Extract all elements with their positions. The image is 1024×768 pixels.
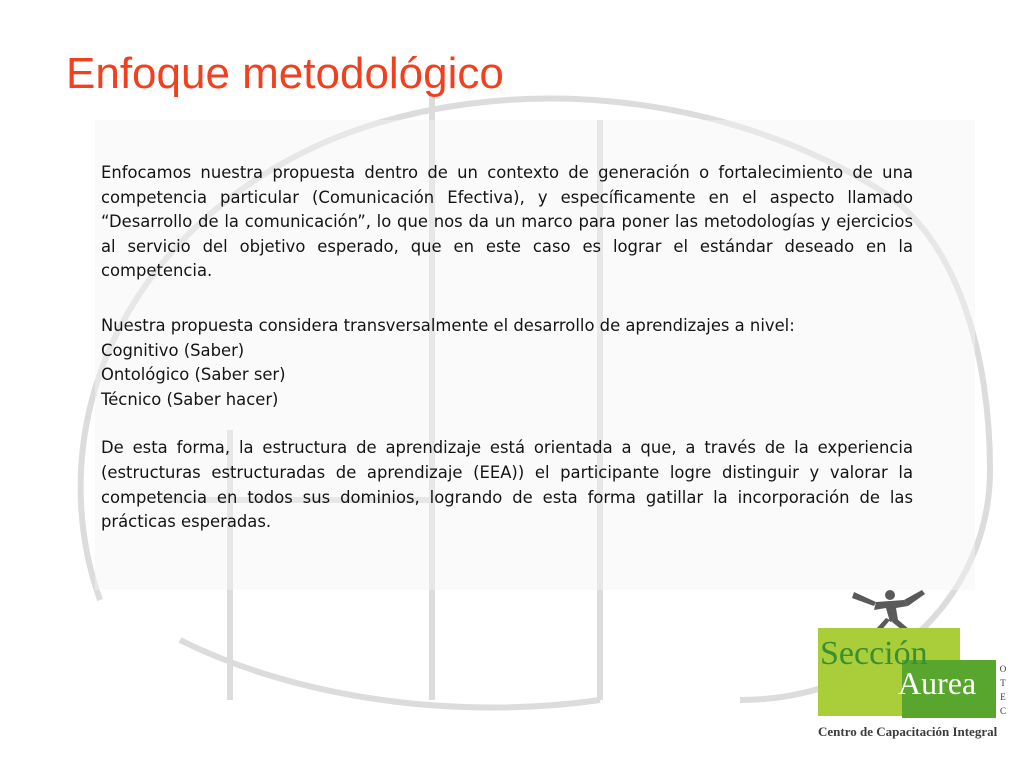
logo-otec-letter: E xyxy=(1000,692,1006,702)
level-item-cognitivo: Cognitivo (Saber) xyxy=(101,340,245,360)
level-item-ontologico: Ontológico (Saber ser) xyxy=(101,365,286,385)
logo-otec-letter: O xyxy=(999,664,1007,674)
logo-word-aurea: Aurea xyxy=(898,665,977,701)
logo-otec-letter: T xyxy=(1000,678,1006,688)
slide-title: Enfoque metodológico xyxy=(66,49,504,98)
slide-body xyxy=(101,161,913,535)
body-paragraph-2: De esta forma, la estructura de aprendizaje está orientada a que, a través de la experiencia (estructuras estructuradas de aprendizaje (EEA)) el participante logre distinguir y valorar la competencia en todos sus dominios, logrando de esta forma gatillar la incorporación de las prácticas esperadas. xyxy=(101,438,913,532)
logo-otec xyxy=(998,662,1008,718)
logo-word-seccion: Sección xyxy=(820,635,928,672)
intro-line: Nuestra propuesta considera transversalmente el desarrollo de aprendizajes a nivel: xyxy=(101,315,795,335)
seccion-aurea-logo xyxy=(812,586,1016,746)
level-item-tecnico: Técnico (Saber hacer) xyxy=(101,389,279,409)
body-paragraph-1: Enfocamos nuestra propuesta dentro de un contexto de generación o fortalecimiento de una competencia particular (Comunicación Efectiva), y específicamente en el aspecto llamado “Desarrollo de la comunicación”, lo que nos da un marco para poner las metodologías y ejercicios al servicio del objetivo esperado, que en este caso es lograr el estándar deseado en la competencia. xyxy=(101,163,913,281)
logo-tagline: Centro de Capacitación Integral xyxy=(818,724,998,739)
logo-otec-letter: C xyxy=(999,706,1006,716)
